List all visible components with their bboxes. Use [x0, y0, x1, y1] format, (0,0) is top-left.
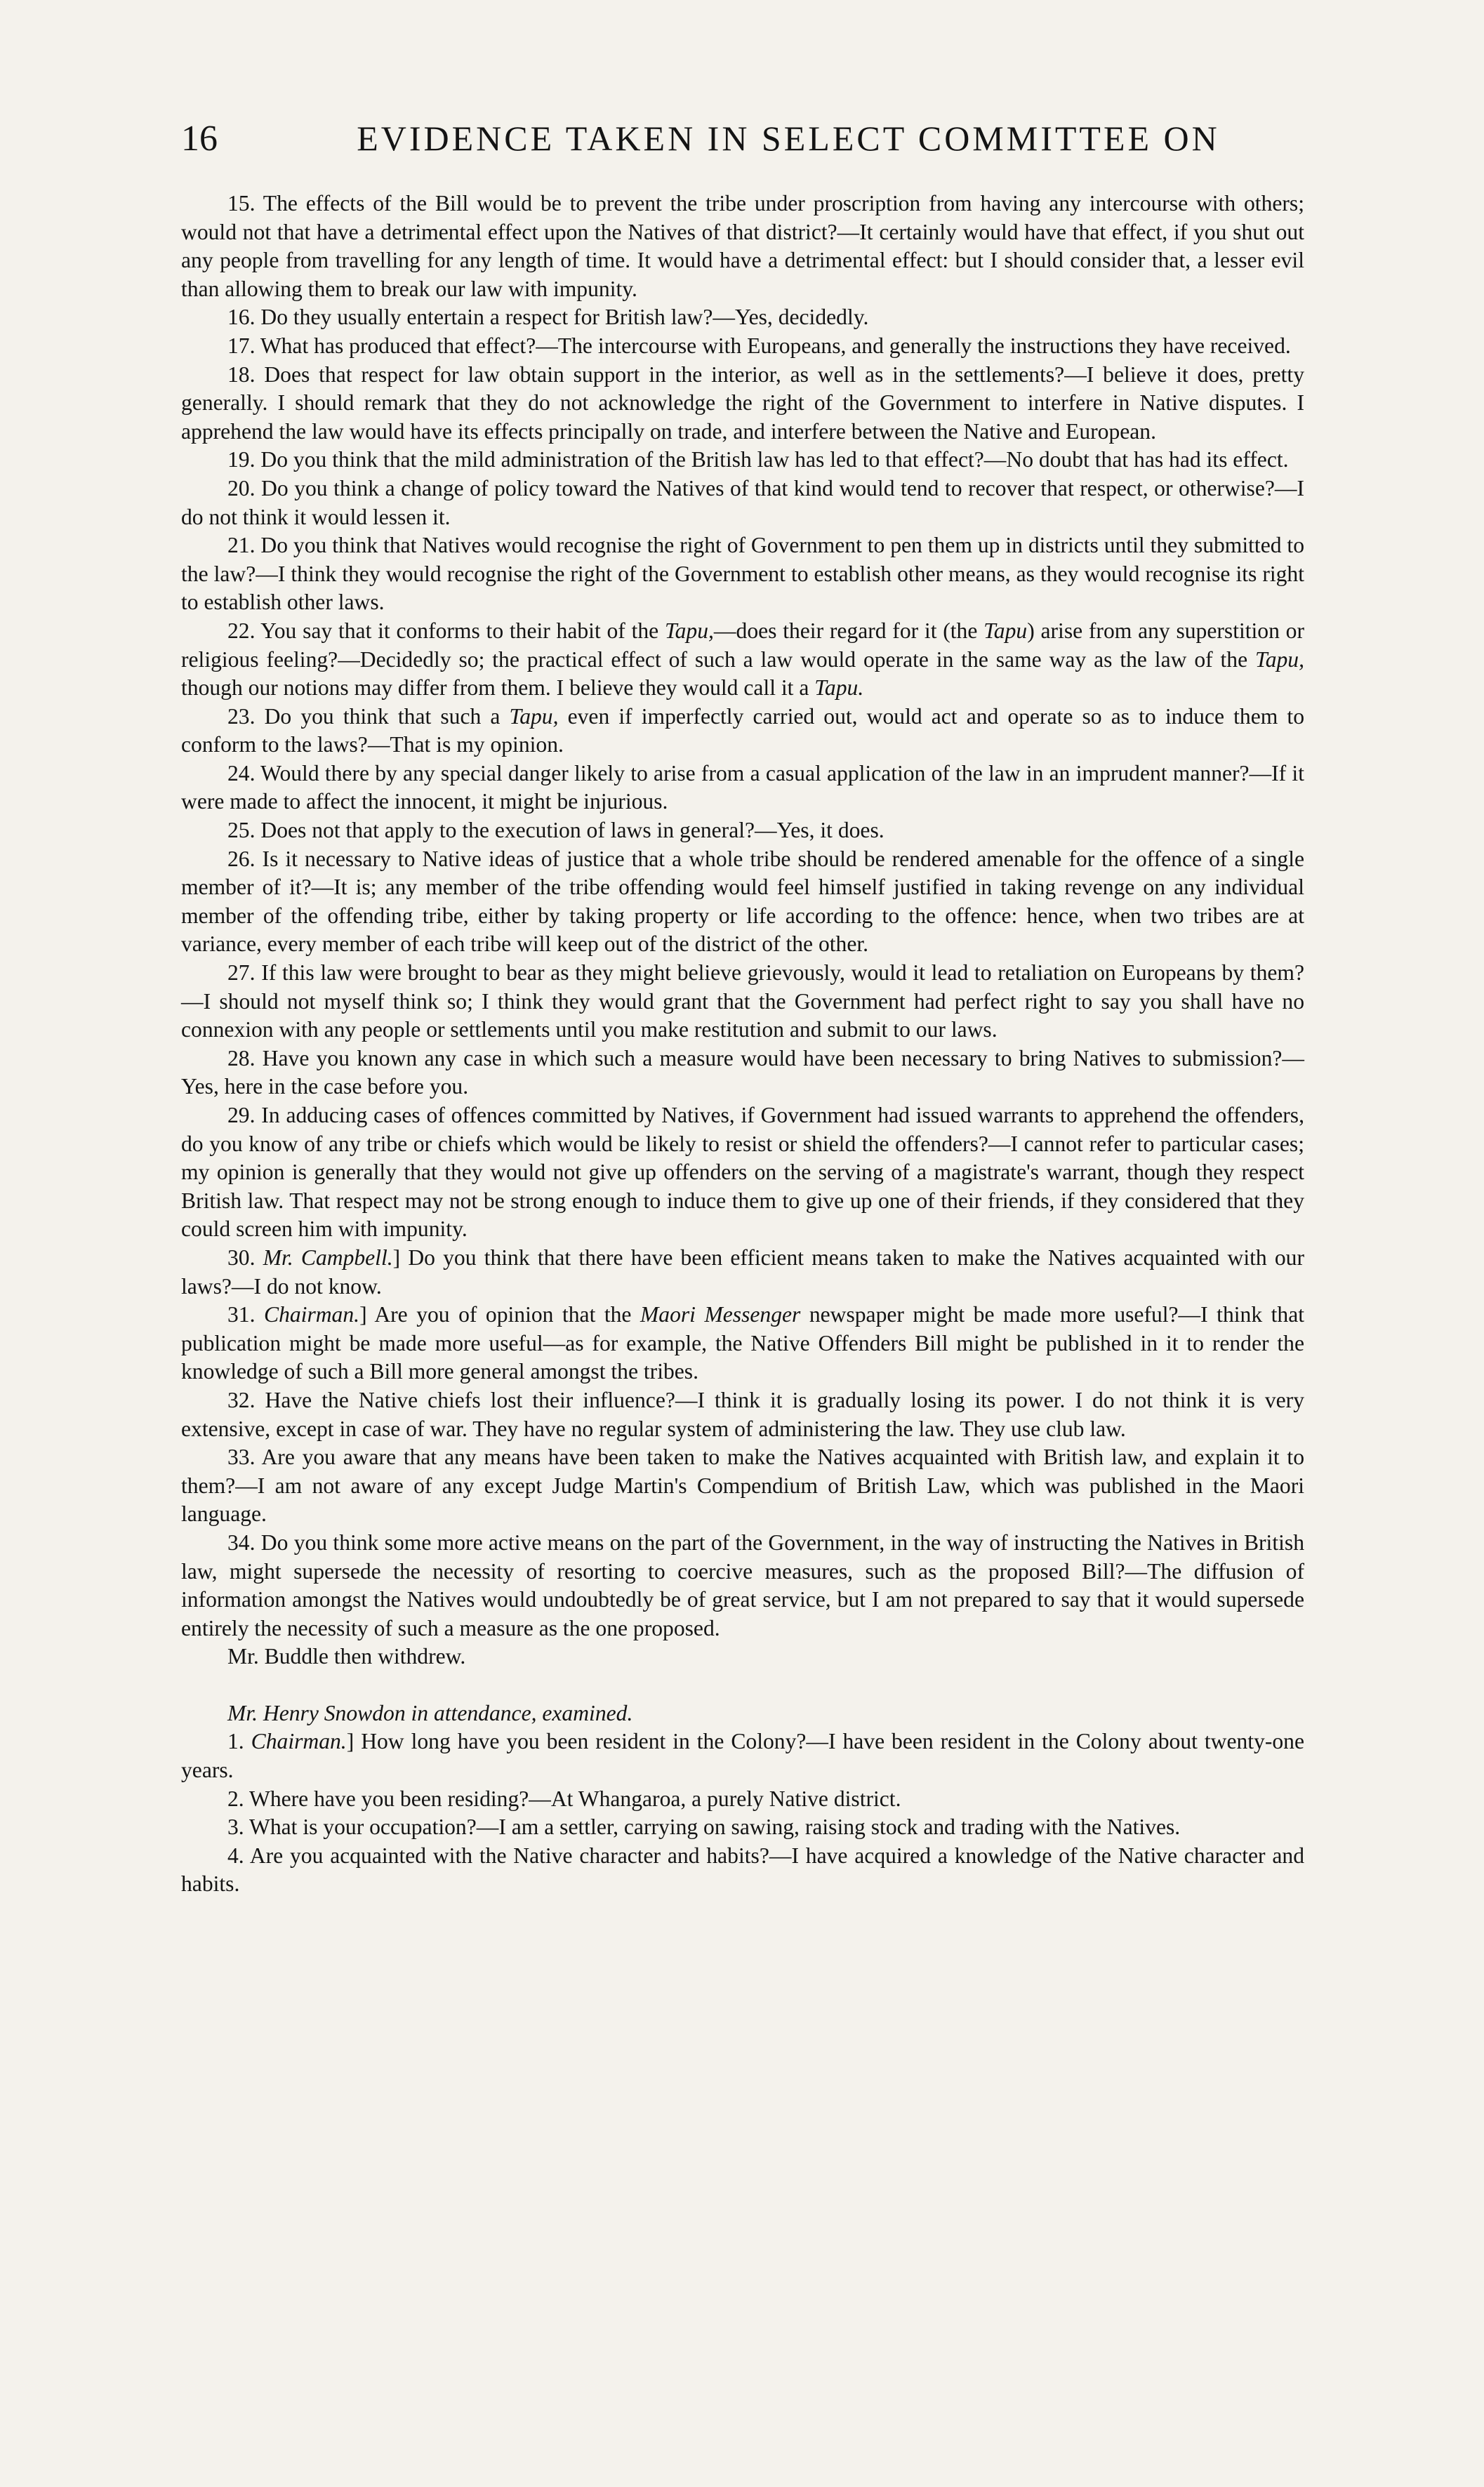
evidence-paragraph [181, 1529, 1304, 1643]
italic-text: Tapu. [814, 675, 864, 701]
paragraph-text: 26. Is it necessary to Native ideas of justice that a whole tribe should be rendered amenable for the offence of a single member of it?—It is; any member of the tribe offending would feel himself justified in taking revenge on any individual member of the offending tribe, either by taking property or life according to the offence: hence, when two tribes are at variance, every member of each tribe will keep out of the district of the other. [181, 846, 1304, 957]
evidence-paragraph [181, 1813, 1304, 1842]
paragraph-text: 32. Have the Native chiefs lost their influence?—I think it is gradually losing its power. I do not think it is very extensive, except in case of war. They have no regular system of administering the law. They use club law. [181, 1387, 1304, 1441]
evidence-paragraph [181, 1044, 1304, 1101]
paragraph-text: 22. You say that it conforms to their habit of the [227, 618, 665, 643]
paragraph-text: 3. What is your occupation?—I am a settler, carrying on sawing, raising stock and trading with the Natives. [227, 1815, 1181, 1840]
evidence-paragraph [181, 760, 1304, 816]
paragraph-text: 17. What has produced that effect?—The intercourse with Europeans, and generally the instructions they have received. [227, 333, 1291, 358]
evidence-paragraph [181, 703, 1304, 760]
italic-text: Tapu, [509, 703, 559, 729]
evidence-paragraph [181, 1301, 1304, 1386]
paragraph-text: 21. Do you think that Natives would recognise the right of Government to pen them up in districts until they submitted to the law?—I think they would recognise the right of the Government to establish other means, as they would recognise its right to establish other laws. [181, 533, 1304, 615]
paragraph-text: 1. [227, 1729, 251, 1754]
evidence-paragraph [181, 959, 1304, 1044]
evidence-paragraph [181, 1785, 1304, 1814]
italic-text: Chairman. [264, 1302, 360, 1327]
italic-text: Mr. Campbell. [263, 1245, 393, 1270]
paragraph-text: ] Do you think that there have been efficient means taken to make the Natives acquainted with our laws?—I do not know. [181, 1245, 1305, 1299]
evidence-paragraph [181, 531, 1304, 617]
paragraph-text: 18. Does that respect for law obtain support in the interior, as well as in the settlements?—I believe it does, pretty generally. I should remark that they do not acknowledge the right of the Government to interfere in Native disputes. I apprehend the law would have its effects principally on trade, and interfere between the Native and European. [181, 362, 1304, 444]
evidence-paragraph [181, 1643, 1304, 1671]
running-head: EVIDENCE TAKEN IN SELECT COMMITTEE ON [357, 119, 1220, 158]
page-header [181, 118, 1304, 174]
italic-text: Chairman. [251, 1729, 347, 1754]
paragraph-text: 27. If this law were brought to bear as they might believe grievously, would it lead to retaliation on Europeans by them?—I should not myself think so; I think they would grant that the Government had perfect right to say you shall have no connexion with any people or settlements until you make restitution and submit to our laws. [181, 960, 1304, 1042]
paragraph-text: 19. Do you think that the mild administration of the British law has led to that effect?—No doubt that has had its effect. [227, 447, 1289, 472]
evidence-paragraph [181, 1101, 1304, 1244]
paragraph-text: 25. Does not that apply to the execution of laws in general?—Yes, it does. [227, 818, 885, 843]
paragraph-text: though our notions may differ from them. I believe they would call it a [181, 675, 815, 701]
paragraph-text: ] How long have you been resident in the Colony?—I have been resident in the Colony about twenty-one years. [181, 1729, 1304, 1783]
italic-text: Maori Messenger [640, 1302, 801, 1327]
page-number: 16 [181, 119, 218, 159]
evidence-paragraph [181, 446, 1304, 475]
paragraph-text: 33. Are you aware that any means have been taken to make the Natives acquainted with British law, and explain it to them?—I am not aware of any except Judge Martin's Compendium of British Law, which was published in the Maori language. [181, 1445, 1304, 1527]
paragraph-text: 15. The effects of the Bill would be to prevent the tribe under proscription from having any intercourse with others; would not that have a detrimental effect upon the Natives of that district?—It certainly would have that effect, if you shut out any people from travelling for any length of time. It would have a detrimental effect: but I should consider that, a lesser evil than allowing them to break our law with impunity. [181, 191, 1304, 301]
evidence-paragraph [181, 1727, 1304, 1784]
paragraph-text: 29. In adducing cases of offences committed by Natives, if Government had issued warrants to apprehend the offenders, do you know of any tribe or chiefs which would be likely to resist or shield the offenders?—I cannot refer to particular cases; my opinion is generally that they would not give up offenders on the serving of a magistrate's warrant, though they respect British law. That respect may not be strong enough to induce them to give up one of their friends, if they considered that they could screen him with impunity. [181, 1103, 1304, 1242]
italic-text: Tapu, [1255, 646, 1304, 672]
evidence-paragraph [181, 475, 1304, 531]
evidence-paragraph [181, 1244, 1304, 1301]
paragraph-text: 30. [227, 1245, 263, 1270]
evidence-paragraph [181, 1699, 1304, 1728]
italic-text: Mr. Henry Snowdon in attendance, examined. [227, 1700, 633, 1725]
evidence-paragraph [181, 1386, 1304, 1443]
paragraph-text: 31. [227, 1302, 264, 1327]
evidence-paragraph [181, 361, 1304, 446]
paragraph-text: ) arise from any superstition or religious feeling?—Decidedly so; the practical effect of such a law would operate in the same way as the law of the [181, 618, 1304, 672]
paragraph-text: ] Are you of opinion that the [359, 1302, 640, 1327]
paragraph-text: Mr. Buddle then withdrew. [227, 1644, 466, 1669]
evidence-body [181, 190, 1304, 1899]
paragraph-text: 20. Do you think a change of policy toward the Natives of that kind would tend to recover that respect, or otherwise?—I do not think it would lessen it. [181, 475, 1304, 529]
italic-text: Tapu, [664, 618, 714, 643]
paragraph-text: 16. Do they usually entertain a respect for British law?—Yes, decidedly. [227, 305, 869, 330]
paragraph-text: 24. Would there by any special danger likely to arise from a casual application of the law in an imprudent manner?—If it were made to affect the innocent, it might be injurious. [181, 760, 1304, 814]
paragraph-text: 2. Where have you been residing?—At Whangaroa, a purely Native district. [227, 1786, 901, 1811]
paragraph-text: —does their regard for it (the [713, 618, 984, 643]
evidence-paragraph [181, 1842, 1304, 1899]
section-gap [181, 1671, 1304, 1699]
evidence-paragraph [181, 190, 1304, 303]
evidence-paragraph [181, 816, 1304, 845]
evidence-paragraph [181, 303, 1304, 332]
evidence-paragraph [181, 845, 1304, 959]
evidence-paragraph [181, 1443, 1304, 1529]
paragraph-text: 23. Do you think that such a [227, 703, 510, 729]
paragraph-text: 34. Do you think some more active means on the part of the Government, in the way of instructing the Natives in British law, might supersede the necessity of resorting to coercive measures, such as the proposed Bill?—The diffusion of information amongst the Natives would undoubtedly be of great service, but I am not prepared to say that it would supersede entirely the necessity of such a measure as the one proposed. [181, 1530, 1304, 1640]
paragraph-text: even if imperfectly carried out, would act and operate so as to induce them to conform to the laws?—That is my opinion. [181, 703, 1304, 757]
paragraph-text: 28. Have you known any case in which such a measure would have been necessary to bring Natives to submission?—Yes, here in the case before you. [181, 1045, 1304, 1099]
paragraph-text: 4. Are you acquainted with the Native character and habits?—I have acquired a knowledge of the Native character and habits. [181, 1843, 1304, 1897]
italic-text: Tapu [983, 618, 1028, 643]
paragraph-text: newspaper might be made more useful?—I think that publication might be made more useful—as for example, the Native Offenders Bill might be published in it to render the knowledge of such a Bill more general amongst the tribes. [181, 1302, 1305, 1384]
evidence-paragraph [181, 332, 1304, 361]
evidence-paragraph [181, 617, 1304, 703]
